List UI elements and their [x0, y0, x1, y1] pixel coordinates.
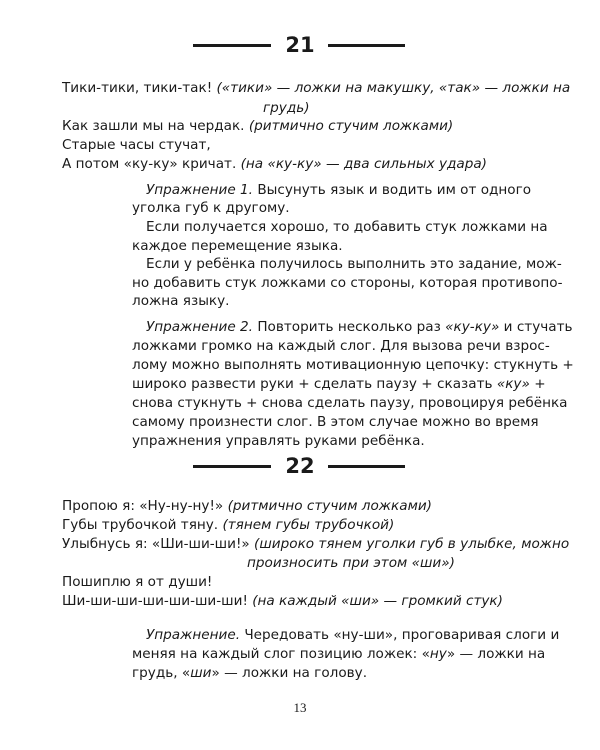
- exercise-line: широко развести руки + сделать паузу + сказать «ку» +: [132, 376, 546, 392]
- poem-line: Губы трубочкой тяну. (тянем губы трубочкой): [62, 517, 395, 533]
- exercise-line: снова стукнуть + снова сделать паузу, провоцируя ребёнка: [132, 395, 568, 411]
- exercise-line: самому произнести слог. В этом случае можно во время: [132, 414, 539, 430]
- exercise-line: ложна языку.: [132, 293, 230, 309]
- exercise-line: Упражнение. Чередовать «ну-ши», проговаривая слоги и: [146, 627, 560, 643]
- exercise-line: каждое перемещение языка.: [132, 238, 343, 254]
- exercise-line: уголка губ к другому.: [132, 200, 290, 216]
- poem-line: произносить при этом «ши»): [247, 555, 455, 571]
- section-22-header: [0, 451, 600, 481]
- exercise-line: лому можно выполнять мотивационную цепочку: стукнуть +: [132, 357, 574, 373]
- exercise-line: меняя на каждый слог позицию ложек: «ну» — ложки на: [132, 646, 546, 662]
- poem-line: Пропою я: «Ну-ну-ну!» (ритмично стучим ложками): [62, 498, 432, 514]
- section-number: 21: [285, 33, 315, 57]
- exercise-line: Упражнение 1. Высунуть язык и водить им от одного: [146, 182, 532, 198]
- poem-line: Ши-ши-ши-ши-ши-ши-ши! (на каждый «ши» — громкий стук): [62, 593, 503, 609]
- poem-line: Как зашли мы на чердак. (ритмично стучим ложками): [62, 118, 454, 134]
- poem-line: А потом «ку-ку» кричат. (на «ку-ку» — два сильных удара): [62, 156, 487, 172]
- section-21-header: [0, 30, 600, 60]
- poem-line: Тики-тики, тики-так! («тики» — ложки на макушку, «так» — ложки на: [62, 80, 571, 96]
- exercise-line: Упражнение 2. Повторить несколько раз «ку-ку» и стучать: [146, 319, 573, 335]
- poem-line: грудь): [263, 100, 310, 116]
- exercise-line: упражнения управлять руками ребёнка.: [132, 433, 425, 449]
- exercise-line: Если получается хорошо, то добавить стук ложками на: [146, 219, 548, 235]
- exercise-line: Если у ребёнка получилось выполнить это задание, мож-: [146, 256, 562, 272]
- page-number: 13: [293, 700, 307, 715]
- exercise-line: но добавить стук ложками со стороны, которая противопо-: [132, 275, 563, 291]
- exercise-line: грудь, «ши» — ложки на голову.: [132, 665, 368, 681]
- exercise-line: ложками громко на каждый слог. Для вызова речи взрос-: [132, 338, 550, 354]
- poem-line: Старые часы стучат,: [62, 137, 211, 153]
- poem-line: Улыбнусь я: «Ши-ши-ши!» (широко тянем уголки губ в улыбке, можно: [62, 536, 570, 552]
- header-rule-right: [328, 465, 405, 468]
- section-number: 22: [285, 454, 315, 478]
- poem-line: Пошиплю я от души!: [62, 574, 213, 590]
- header-rule-right: [328, 44, 405, 47]
